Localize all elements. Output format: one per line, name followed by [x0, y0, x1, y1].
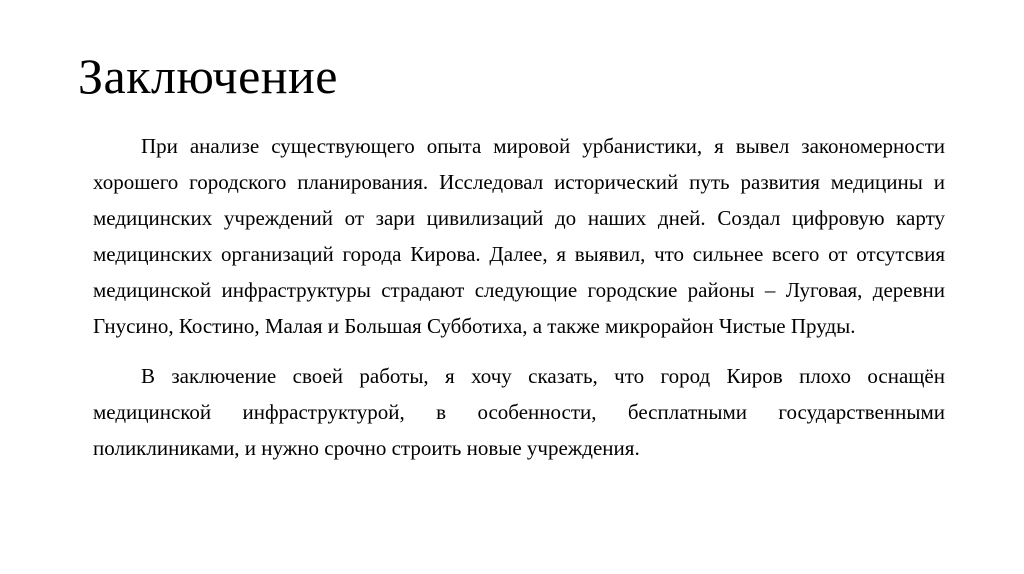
- slide-title: Заключение: [78, 48, 338, 104]
- slide-body: [93, 128, 945, 480]
- body-paragraph-conclusion-summary: В заключение своей работы, я хочу сказать, что город Киров плохо оснащён медицинской инфраструктурой, в особенности, бесплатными государственными поликлиниками, и нужно срочно строить новые учреждения.: [93, 364, 945, 460]
- body-paragraph-conclusion-findings: При анализе существующего опыта мировой урбанистики, я вывел закономерности хорошего городского планирования. Исследовал исторический путь развития медицины и медицинских учреждений от зари цивилизаций до наших дней. Создал цифровую карту медицинских организаций города Кирова. Далее, я выявил, что сильнее всего от отсутсвия медицинской инфраструктуры страдают следующие городские районы – Луговая, деревни Гнусино, Костино, Малая и Большая Субботиха, а также микрорайон Чистые Пруды.: [93, 134, 945, 338]
